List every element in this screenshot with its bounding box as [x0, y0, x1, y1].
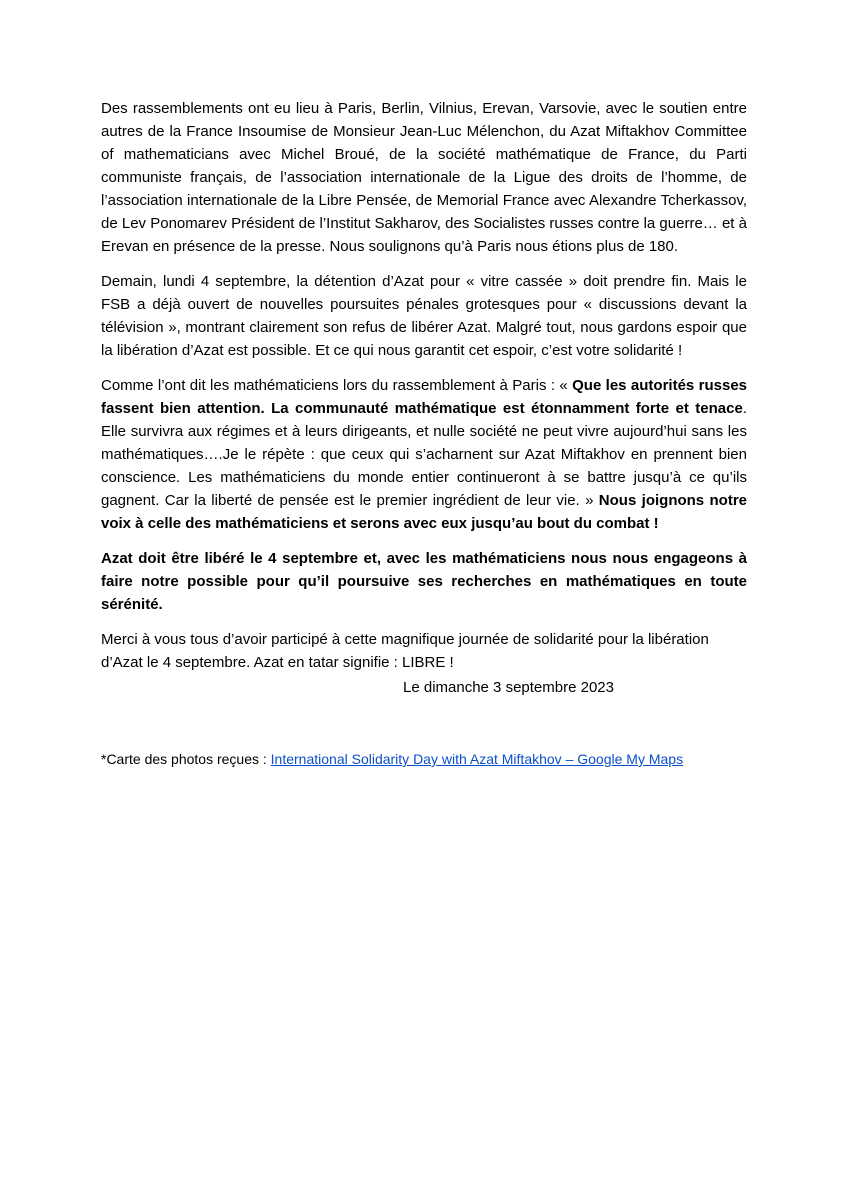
- quote-bold: Que les autorités russes fassent bien attention. La communauté mathématique est étonnamment forte et tenace: [101, 377, 747, 417]
- footnote: [101, 748, 683, 770]
- paragraph-mathematicians-quote: [101, 374, 747, 535]
- paragraph-detention: Demain, lundi 4 septembre, la détention d’Azat pour « vitre cassée » doit prendre fin. Mais le FSB a déjà ouvert de nouvelles poursuites pénales grotesques pour « discussions devant la télévision », montrant clairement son refus de libérer Azat. Malgré tout, nous gardons espoir que la libération d’Azat est possible. Et ce qui nous garantit cet espoir, c’est votre solidarité !: [101, 273, 747, 359]
- document-date: Le dimanche 3 septembre 2023: [403, 679, 614, 696]
- liberation-statement: Azat doit être libéré le 4 septembre et, avec les mathématiciens nous nous engageons à faire notre possible pour qu’il poursuive ses recherches en mathématiques en toute sérénité.: [101, 550, 747, 613]
- paragraph-thanks: Merci à vous tous d’avoir participé à cette magnifique journée de solidarité pour la libération d’Azat le 4 septembre. Azat en tatar signifie : LIBRE !: [101, 631, 709, 671]
- quote-rest: . Elle survivra aux régimes et à leurs dirigeants, et nulle société ne peut vivre aujourd’hui sans les mathématiques….Je le répète : que ceux qui s’acharnent sur Azat Miftakhov en prennent bien conscience. Les mathématiciens du monde entier continueront à se battre jusqu’à ce qu’ils gagnent. Car la liberté de pensée est le premier ingrédient de leur vie. »: [101, 400, 747, 509]
- document-body: [101, 97, 747, 686]
- footnote-prefix: *Carte des photos reçues :: [101, 751, 271, 767]
- paragraph-liberation-bold: [101, 547, 747, 616]
- quote-intro: Comme l’ont dit les mathématiciens lors du rassemblement à Paris : «: [101, 377, 573, 394]
- google-maps-link[interactable]: International Solidarity Day with Azat Miftakhov – Google My Maps: [270, 751, 684, 767]
- quote-conclusion-bold: Nous joignons notre voix à celle des mathématiciens et serons avec eux jusqu’au bout du combat !: [101, 492, 748, 532]
- paragraph-rassemblements: Des rassemblements ont eu lieu à Paris, Berlin, Vilnius, Erevan, Varsovie, avec le soutien entre autres de la France Insoumise de Monsieur Jean-Luc Mélenchon, du Azat Miftakhov Committee of mathematicians avec Michel Broué, de la société mathématique de France, du Parti communiste français, de l’association internationale de la Ligue des droits de l’homme, de l’association internationale de la Libre Pensée, de Memorial France avec Alexandre Tcherkassov, de Lev Ponomarev Président de l’Institut Sakharov, des Socialistes russes contre la guerre… et à Erevan en présence de la presse. Nous soulignons qu’à Paris nous étions plus de 180.: [101, 100, 747, 255]
